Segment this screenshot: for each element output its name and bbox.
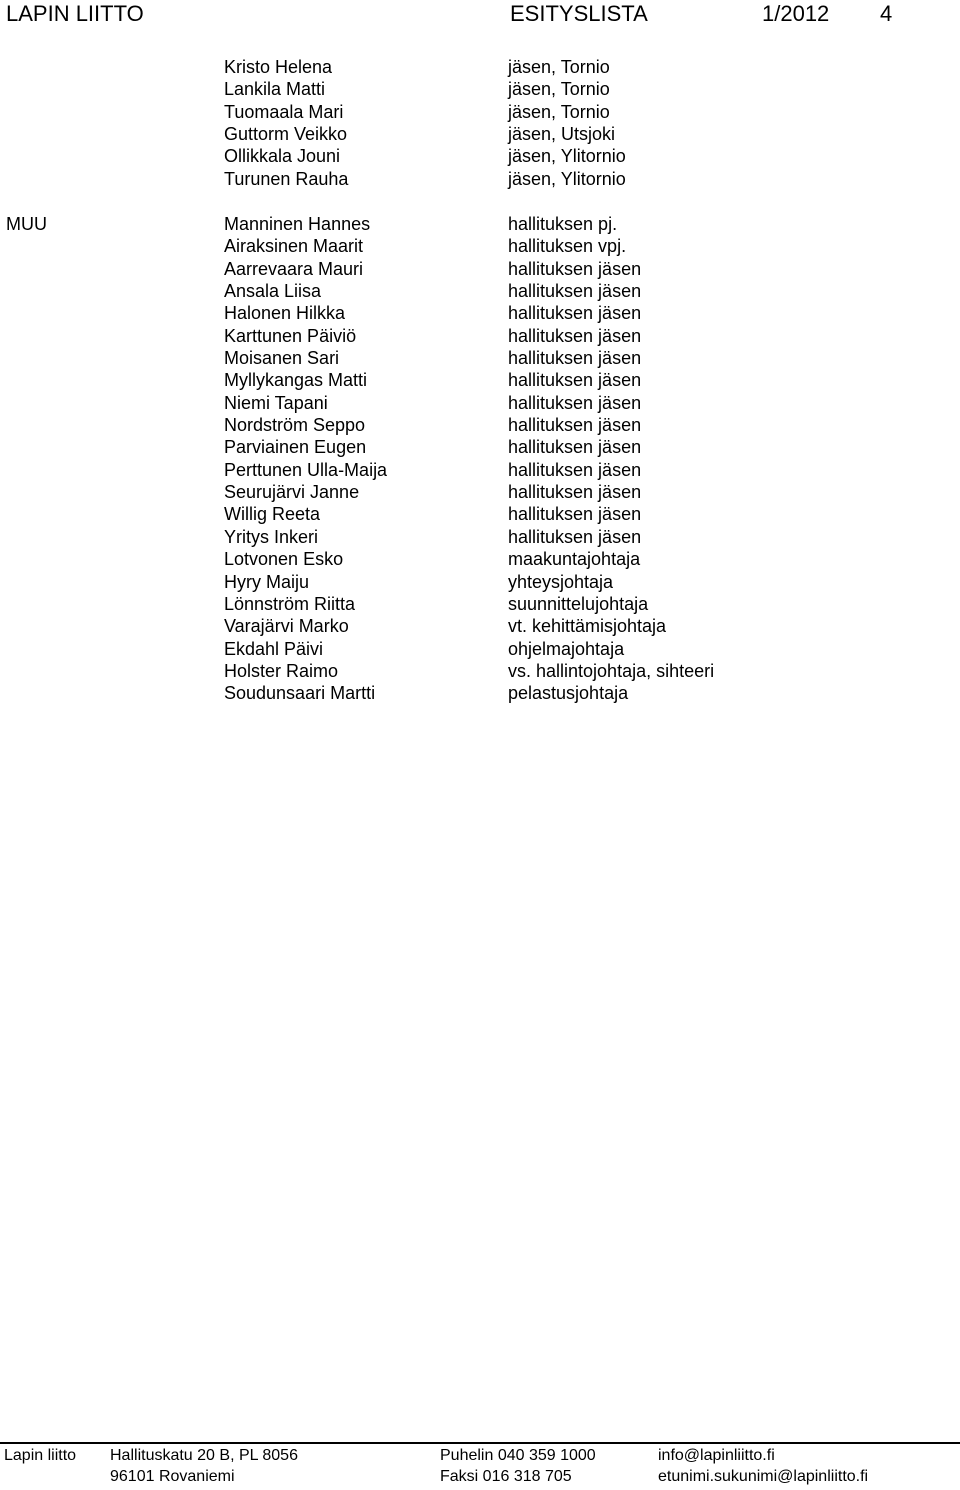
person-name: Lotvonen Esko <box>224 549 344 570</box>
header-document-number: 1/2012 <box>762 1 830 26</box>
person-role: maakuntajohtaja <box>508 549 641 570</box>
list-item <box>0 348 960 370</box>
footer-phone: Puhelin 040 359 1000 <box>440 1447 596 1464</box>
list-item <box>0 303 960 325</box>
list-item <box>0 102 960 124</box>
person-role: jäsen, Ylitornio <box>508 146 626 167</box>
person-name: Karttunen Päiviö <box>224 325 357 346</box>
person-role: hallituksen jäsen <box>508 325 642 346</box>
person-name: Ollikkala Jouni <box>224 146 341 167</box>
person-name: Moisanen Sari <box>224 348 340 369</box>
person-name: Ekdahl Päivi <box>224 638 324 659</box>
list-item <box>0 79 960 101</box>
person-name: Turunen Rauha <box>224 168 349 189</box>
list-item <box>0 594 960 616</box>
list-item <box>0 281 960 303</box>
header-organization: LAPIN LIITTO <box>6 1 144 26</box>
list-item <box>0 504 960 526</box>
muu-list <box>0 214 960 706</box>
person-role: hallituksen jäsen <box>508 437 642 458</box>
list-item <box>0 259 960 281</box>
person-name: Tuomaala Mari <box>224 101 344 122</box>
person-name: Lönnström Riitta <box>224 593 356 614</box>
members-list <box>0 57 960 191</box>
footer-org-name: Lapin liitto <box>4 1447 77 1464</box>
list-item <box>0 326 960 348</box>
list-item <box>0 437 960 459</box>
header-document-type: ESITYSLISTA <box>510 1 648 26</box>
person-name: Hyry Maiju <box>224 571 310 592</box>
person-role: jäsen, Ylitornio <box>508 168 626 189</box>
list-item <box>0 639 960 661</box>
list-item <box>0 370 960 392</box>
person-role: suunnittelujohtaja <box>508 593 649 614</box>
footer-row-1 <box>0 1447 960 1467</box>
person-name: Seurujärvi Janne <box>224 482 360 503</box>
person-role: yhteysjohtaja <box>508 571 614 592</box>
footer-email: info@lapinliitto.fi <box>658 1447 775 1464</box>
person-name: Myllykangas Matti <box>224 370 368 391</box>
person-role: vt. kehittämisjohtaja <box>508 616 667 637</box>
person-name: Airaksinen Maarit <box>224 236 364 257</box>
person-role: hallituksen jäsen <box>508 459 642 480</box>
footer-address: Hallituskatu 20 B, PL 8056 <box>110 1447 298 1464</box>
footer-divider <box>0 1442 960 1444</box>
person-role: hallituksen jäsen <box>508 392 642 413</box>
list-item <box>0 415 960 437</box>
list-item <box>0 549 960 571</box>
person-role: pelastusjohtaja <box>508 683 629 704</box>
footer-postal-address: 96101 Rovaniemi <box>110 1468 235 1485</box>
person-role: jäsen, Tornio <box>508 57 610 77</box>
person-name: Yritys Inkeri <box>224 526 319 547</box>
person-name: Manninen Hannes <box>224 214 371 234</box>
person-role: hallituksen jäsen <box>508 303 642 324</box>
person-name: Holster Raimo <box>224 660 339 681</box>
person-name: Parviainen Eugen <box>224 437 367 458</box>
list-item <box>0 169 960 191</box>
person-role: hallituksen jäsen <box>508 504 642 525</box>
person-role: jäsen, Tornio <box>508 101 610 122</box>
person-name: Nordström Seppo <box>224 415 366 436</box>
list-item <box>0 57 960 79</box>
list-item <box>0 460 960 482</box>
person-name: Halonen Hilkka <box>224 303 346 324</box>
list-item <box>0 214 960 236</box>
footer-fax: Faksi 016 318 705 <box>440 1468 572 1485</box>
person-role: hallituksen jäsen <box>508 482 642 503</box>
person-name: Ansala Liisa <box>224 281 322 302</box>
person-role: hallituksen jäsen <box>508 258 642 279</box>
person-name: Guttorm Veikko <box>224 124 348 145</box>
person-role: hallituksen jäsen <box>508 281 642 302</box>
person-name: Soudunsaari Martti <box>224 683 376 704</box>
list-item <box>0 482 960 504</box>
list-item <box>0 661 960 683</box>
list-item <box>0 146 960 168</box>
person-name: Niemi Tapani <box>224 392 328 413</box>
person-role: hallituksen jäsen <box>508 348 642 369</box>
person-role: hallituksen jäsen <box>508 370 642 391</box>
list-item <box>0 683 960 705</box>
list-item <box>0 527 960 549</box>
person-role: vs. hallintojohtaja, sihteeri <box>508 660 715 681</box>
person-role: hallituksen jäsen <box>508 415 642 436</box>
person-role: hallituksen jäsen <box>508 526 642 547</box>
person-role: hallituksen pj. <box>508 214 618 234</box>
page-header <box>0 0 960 32</box>
person-name: Perttunen Ulla-Maija <box>224 459 388 480</box>
person-role: jäsen, Utsjoki <box>508 124 616 145</box>
footer-email-format: etunimi.sukunimi@lapinliitto.fi <box>658 1468 869 1485</box>
list-item <box>0 616 960 638</box>
person-name: Varajärvi Marko <box>224 616 349 637</box>
person-role: jäsen, Tornio <box>508 79 610 100</box>
list-item <box>0 124 960 146</box>
header-page-number: 4 <box>880 1 893 26</box>
person-role: ohjelmajohtaja <box>508 638 625 659</box>
section-label-muu: MUU <box>6 214 47 234</box>
list-item <box>0 236 960 258</box>
person-name: Kristo Helena <box>224 57 333 77</box>
person-name: Aarrevaara Mauri <box>224 258 364 279</box>
footer-row-2 <box>0 1468 960 1488</box>
person-name: Lankila Matti <box>224 79 326 100</box>
person-name: Willig Reeta <box>224 504 321 525</box>
person-role: hallituksen vpj. <box>508 236 627 257</box>
list-item <box>0 572 960 594</box>
list-item <box>0 393 960 415</box>
